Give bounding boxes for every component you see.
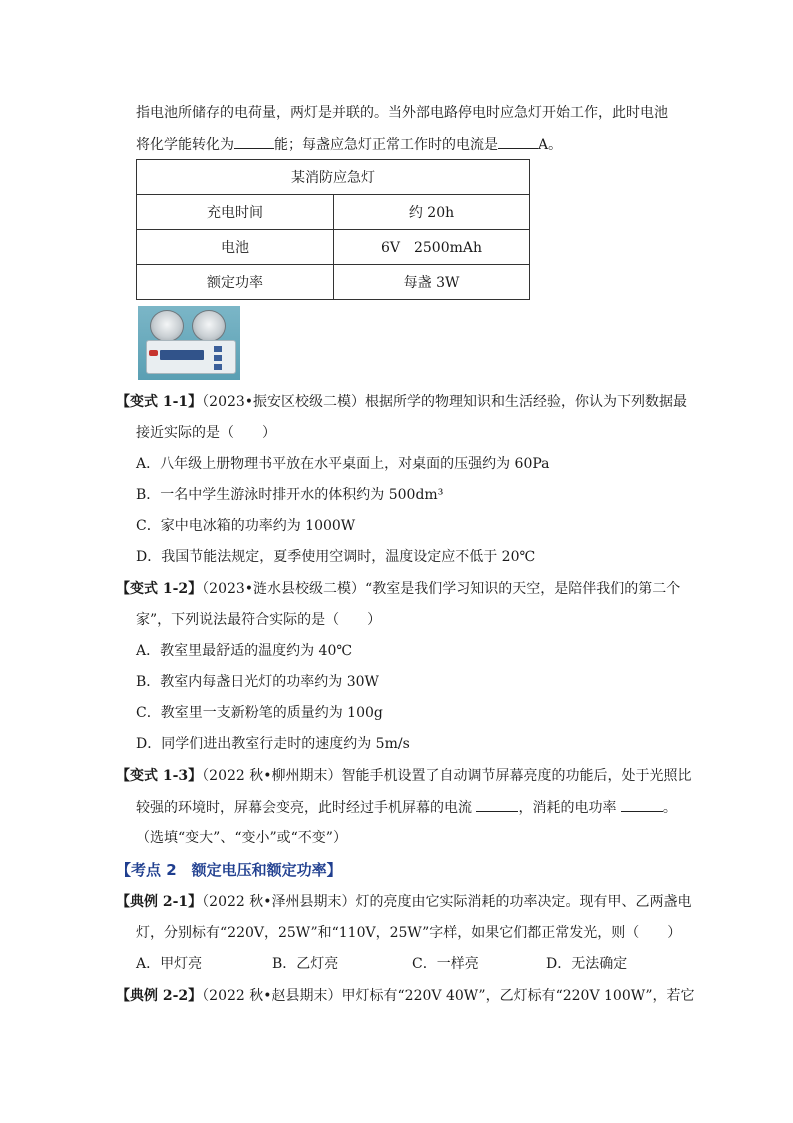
emergency-lamp-image bbox=[138, 306, 240, 380]
question-1-3-stem-2 bbox=[136, 797, 677, 818]
option-d: D．同学们进出教室行走时的速度约为 5m/s bbox=[136, 736, 410, 752]
question-text: （2023•振安区校级二模）根据所学的物理知识和生活经验，你认为下列数据最 bbox=[202, 394, 688, 410]
option-a: A．教室里最舒适的温度约为 40℃ bbox=[136, 643, 353, 659]
question-tag: 【变式 1-2】 bbox=[116, 581, 203, 597]
lamp-head-left bbox=[150, 310, 184, 342]
table-row bbox=[137, 195, 530, 230]
intro-line-1: 指电池所储存的电荷量，两灯是并联的。当外部电路停电时应急灯开始工作，此时电池 bbox=[136, 105, 668, 121]
question-text: 较强的环境时，屏幕会变亮，此时经过手机屏幕的电流 bbox=[136, 800, 472, 816]
question-tag: 【典例 2-2】 bbox=[116, 988, 203, 1004]
question-2-2-stem bbox=[116, 986, 695, 1006]
question-tag: 【变式 1-3】 bbox=[116, 768, 203, 784]
question-1-1-stem bbox=[116, 392, 687, 412]
question-1-3-stem bbox=[116, 766, 692, 786]
table-row bbox=[137, 265, 530, 300]
intro-line-2 bbox=[136, 134, 562, 155]
answer-blank-energy bbox=[234, 134, 274, 149]
spec-label: 额定功率 bbox=[137, 265, 334, 300]
question-text: （2022 秋•柳州期末）智能手机设置了自动调节屏幕亮度的功能后，处于光照比 bbox=[202, 768, 692, 784]
spec-label: 充电时间 bbox=[137, 195, 334, 230]
option-a: A．甲灯亮 bbox=[136, 956, 203, 972]
spec-table-title: 某消防应急灯 bbox=[137, 160, 530, 195]
option-b: B．乙灯亮 bbox=[272, 956, 339, 972]
spec-label: 电池 bbox=[137, 230, 334, 265]
question-1-3-hint: （选填“变大”、“变小”或“不变”） bbox=[136, 830, 347, 846]
question-1-1-stem-2: 接近实际的是（ ） bbox=[136, 425, 276, 441]
spec-value: 6V 2500mAh bbox=[334, 230, 530, 265]
question-1-2-stem-2: 家”，下列说法最符合实际的是（ ） bbox=[136, 612, 382, 628]
option-a: A．八年级上册物理书平放在水平桌面上，对桌面的压强约为 60Pa bbox=[136, 456, 550, 472]
question-2-1-stem bbox=[116, 892, 692, 912]
table-row bbox=[137, 230, 530, 265]
question-text: 。 bbox=[662, 800, 677, 816]
lamp-label-plate bbox=[160, 350, 204, 360]
question-2-1-stem-2: 灯，分别标有“220V，25W”和“110V，25W”字样，如果它们都正常发光，则（ ） bbox=[136, 925, 682, 941]
spec-table bbox=[136, 159, 530, 300]
option-c: C．教室里一支新粉笔的质量约为 100g bbox=[136, 705, 383, 721]
question-1-2-stem bbox=[116, 579, 680, 599]
question-text: （2022 秋•赵县期末）甲灯标有“220V 40W”，乙灯标有“220V 100W”，若它 bbox=[202, 988, 695, 1004]
option-d: D．无法确定 bbox=[546, 956, 628, 972]
option-c: C．家中电冰箱的功率约为 1000W bbox=[136, 518, 356, 534]
question-text: （2022 秋•泽州县期末）灯的亮度由它实际消耗的功率决定。现有甲、乙两盏电 bbox=[202, 894, 692, 910]
question-text: ，消耗的电功率 bbox=[518, 800, 617, 816]
intro-line-2-part-c: A。 bbox=[538, 137, 563, 153]
section-heading: 【考点 2 额定电压和额定功率】 bbox=[116, 861, 342, 879]
answer-blank-current-change bbox=[476, 797, 518, 812]
intro-line-2-part-a: 将化学能转化为 bbox=[136, 137, 234, 153]
option-b: B．一名中学生游泳时排开水的体积约为 500dm³ bbox=[136, 487, 444, 503]
question-tag: 【变式 1-1】 bbox=[116, 394, 203, 410]
lamp-head-right bbox=[192, 310, 226, 342]
answer-blank-power-change bbox=[621, 797, 663, 812]
question-tag: 【典例 2-1】 bbox=[116, 894, 203, 910]
spec-value: 约 20h bbox=[334, 195, 530, 230]
option-d: D．我国节能法规定，夏季使用空调时，温度设定应不低于 20℃ bbox=[136, 549, 536, 565]
option-c: C．一样亮 bbox=[412, 956, 479, 972]
lamp-indicator bbox=[214, 355, 222, 361]
lamp-logo bbox=[149, 350, 158, 356]
lamp-indicator bbox=[214, 364, 222, 370]
answer-blank-current bbox=[498, 134, 538, 149]
intro-line-2-part-b: 能；每盏应急灯正常工作时的电流是 bbox=[274, 137, 498, 153]
lamp-indicator bbox=[214, 346, 222, 352]
spec-value: 每盏 3W bbox=[334, 265, 530, 300]
question-text: （2023•涟水县校级二模）“教室是我们学习知识的天空，是陪伴我们的第二个 bbox=[202, 581, 681, 597]
option-b: B．教室内每盏日光灯的功率约为 30W bbox=[136, 674, 379, 690]
